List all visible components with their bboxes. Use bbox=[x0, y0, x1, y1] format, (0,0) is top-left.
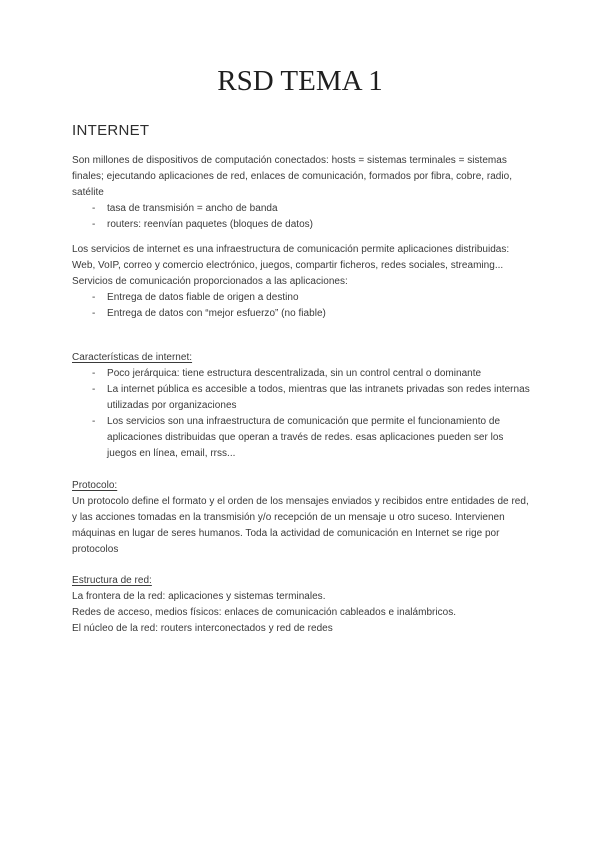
intro-list bbox=[72, 201, 530, 233]
bullet-text: Poco jerárquica: tiene estructura descentralizada, sin un control central o dominante bbox=[107, 368, 482, 379]
section-heading-internet: INTERNET bbox=[72, 122, 150, 139]
protocolo-heading: Protocolo: bbox=[72, 480, 118, 491]
estructura-line: La frontera de la red: aplicaciones y sistemas terminales. bbox=[72, 591, 326, 602]
list-item bbox=[72, 201, 530, 217]
caracteristicas-list bbox=[72, 366, 530, 462]
caracteristicas-section bbox=[72, 350, 530, 462]
services-section bbox=[72, 242, 530, 322]
protocolo-section bbox=[72, 478, 530, 558]
bullet-text: Entrega de datos con “mejor esfuerzo” (no fiable) bbox=[107, 308, 326, 319]
services-lead-line: Servicios de comunicación proporcionados a las aplicaciones: bbox=[72, 276, 348, 287]
bullet-text: Los servicios son una infraestructura de comunicación que permite el funcionamiento de aplicaciones distribuidas que operan a través de redes. esas aplicaciones pueden ser los juegos en línea, email, rrss... bbox=[107, 416, 504, 459]
estructura-heading: Estructura de red: bbox=[72, 575, 152, 586]
intro-paragraph: Son millones de dispositivos de computación conectados: hosts = sistemas terminales = sistemas finales; ejecutando aplicaciones de red, enlaces de comunicación, formados por fibra, cobre, radio, satélite bbox=[72, 155, 513, 198]
bullet-marker: - bbox=[92, 416, 96, 427]
bullet-marker: - bbox=[92, 219, 96, 230]
list-item bbox=[72, 366, 530, 382]
list-item bbox=[72, 306, 530, 322]
bullet-marker: - bbox=[92, 384, 96, 395]
list-item bbox=[72, 217, 530, 233]
list-item bbox=[72, 290, 530, 306]
estructura-line: El núcleo de la red: routers interconectados y red de redes bbox=[72, 623, 333, 634]
protocolo-paragraph: Un protocolo define el formato y el orden de los mensajes enviados y recibidos entre entidades de red, y las acciones tomadas en la transmisión y/o recepción de un mensaje u otro suceso. Intervienen máquinas en lugar de seres humanos. Toda la actividad de comunicación en Internet se rige por protocolos bbox=[72, 496, 529, 555]
services-paragraph: Los servicios de internet es una infraestructura de comunicación permite aplicaciones distribuidas: Web, VoIP, correo y comercio electrónico, juegos, compartir ficheros, redes sociales, streaming... bbox=[72, 244, 510, 271]
list-item bbox=[72, 414, 530, 462]
bullet-text: La internet pública es accesible a todos, mientras que las intranets privadas son redes internas utilizadas por organizaciones bbox=[107, 384, 530, 411]
bullet-marker: - bbox=[92, 292, 96, 303]
bullet-marker: - bbox=[92, 368, 96, 379]
list-item bbox=[72, 382, 530, 414]
doc-title: RSD TEMA 1 bbox=[217, 65, 383, 97]
bullet-marker: - bbox=[92, 203, 96, 214]
intro-section bbox=[72, 153, 530, 233]
estructura-line: Redes de acceso, medios físicos: enlaces de comunicación cableados e inalámbricos. bbox=[72, 607, 457, 618]
estructura-section bbox=[72, 573, 530, 637]
bullet-marker: - bbox=[92, 308, 96, 319]
services-list bbox=[72, 290, 530, 322]
bullet-text: tasa de transmisión = ancho de banda bbox=[107, 203, 278, 214]
caracteristicas-heading: Características de internet: bbox=[72, 352, 193, 363]
bullet-text: routers: reenvían paquetes (bloques de datos) bbox=[107, 219, 314, 230]
bullet-text: Entrega de datos fiable de origen a destino bbox=[107, 292, 299, 303]
